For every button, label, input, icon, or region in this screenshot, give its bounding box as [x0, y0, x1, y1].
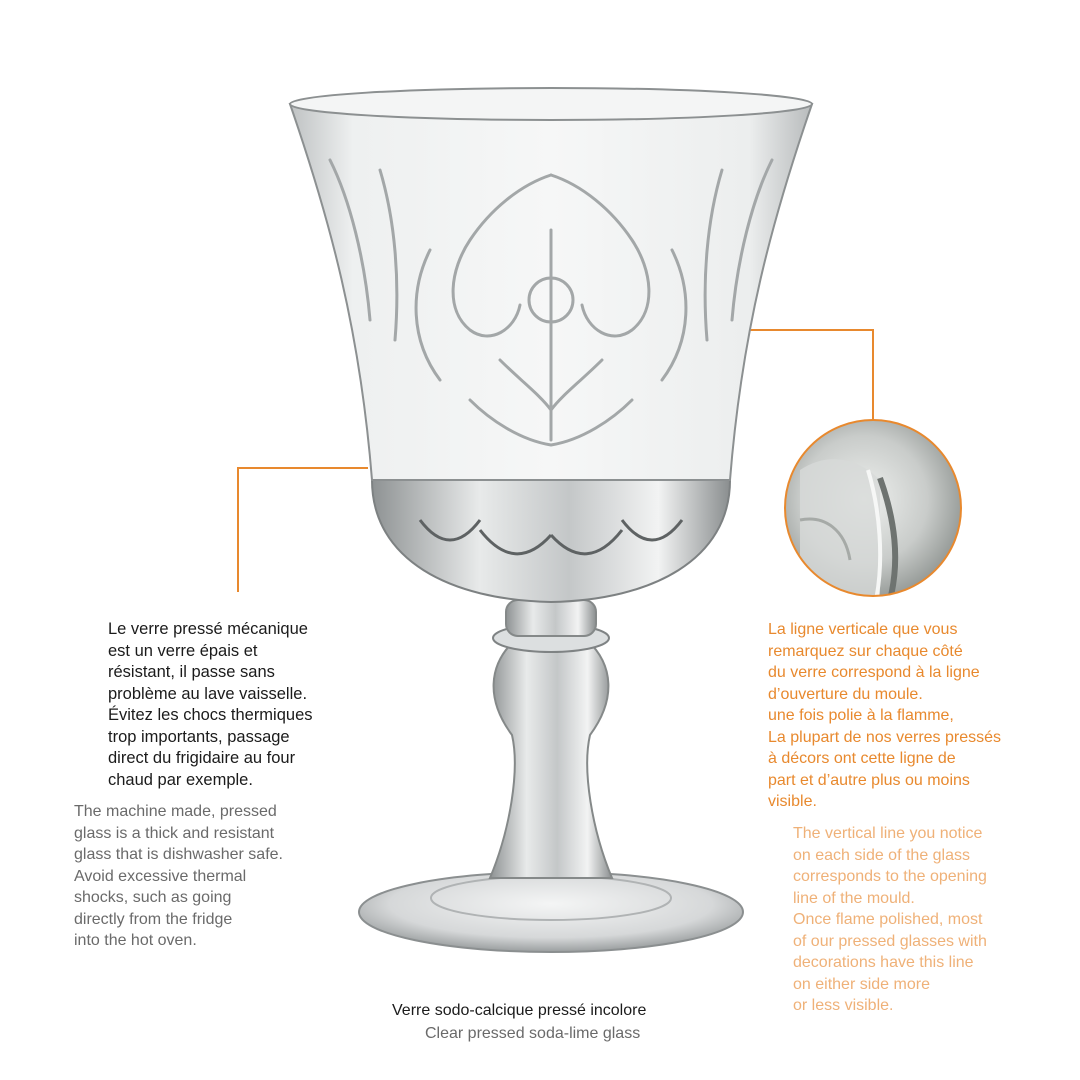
caption-fr: Verre sodo-calcique pressé incolore: [392, 1002, 647, 1019]
right-note-en: The vertical line you notice on each side of the glass corresponds to the opening line of the mould. Once flame polished, most of our pressed glasses with decorations have this line on either side more or less visible.: [793, 825, 987, 1014]
caption-en: Clear pressed soda-lime glass: [425, 1025, 641, 1042]
left-note-fr: Le verre pressé mécanique est un verre épais et résistant, il passe sans problème au lave vaisselle. Évitez les chocs thermiques trop importants, passage direct du frigidaire au four chaud par exemple.: [108, 620, 313, 789]
left-note-en: The machine made, pressed glass is a thick and resistant glass that is dishwasher safe. Avoid excessive thermal shocks, such as going directly from the fridge into the hot oven.: [74, 803, 283, 949]
right-callout-line: [728, 330, 873, 420]
mould-line-detail: [785, 420, 961, 600]
right-note-fr: La ligne verticale que vous remarquez sur chaque côté du verre correspond à la ligne d’ouverture du moule. une fois polie à la flamme, La plupart de nos verres pressés à décors ont cette ligne de part et d’autre plus ou moins visible.: [768, 621, 1002, 810]
left-callout-line: [238, 468, 368, 592]
